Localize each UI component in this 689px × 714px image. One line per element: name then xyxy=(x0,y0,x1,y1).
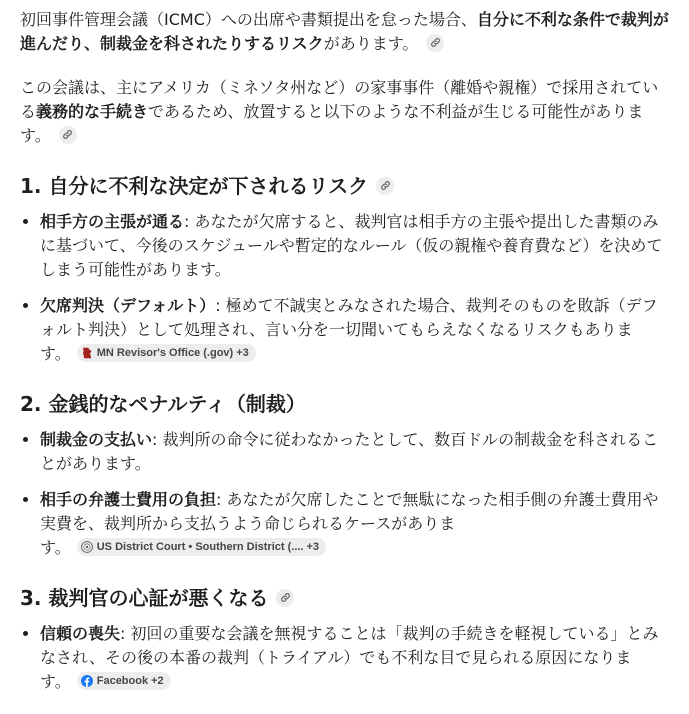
bullet-list xyxy=(20,622,669,694)
list-item xyxy=(40,622,669,694)
link-icon xyxy=(280,592,291,603)
section-heading-3 xyxy=(20,584,669,612)
source-chip-us-district-court[interactable] xyxy=(77,538,326,556)
section-heading-text: 2. 金銭的なペナルティ（制裁） xyxy=(20,392,306,416)
paragraph-text: がありま xyxy=(323,34,388,53)
list-item-term: 相手の弁護士費用の負担 xyxy=(40,490,217,509)
source-chip-mn-revisor[interactable] xyxy=(77,344,256,362)
list-item-text: : 裁判所の命令に従わなかったとして、数百ドルの制裁金を科されることがあります。 xyxy=(40,430,659,473)
section-heading-1 xyxy=(20,172,669,200)
link-icon xyxy=(62,129,73,140)
source-chip-label: MN Revisor's Office (.gov) xyxy=(96,346,234,359)
paragraph-emphasis: 自分に不利な条件で裁判が進んだり、制裁金を科されたりするリスク xyxy=(20,10,669,53)
paragraph-text: この会議は、主にアメリカ（ミネソタ州など）の家事事件（離婚や親権）で採用されている xyxy=(20,78,659,121)
section-heading-2 xyxy=(20,390,669,418)
source-chip-count: +2 xyxy=(151,674,164,687)
list-item-term: 相手方の主張が通る xyxy=(40,212,185,231)
mn-revisor-favicon-icon xyxy=(81,347,93,359)
source-link-button[interactable] xyxy=(59,126,77,144)
link-icon xyxy=(380,180,391,191)
list-item-tail: す。 xyxy=(40,672,71,691)
bullet-list xyxy=(20,428,669,560)
paragraph-emphasis: 義務的な手続き xyxy=(36,102,149,121)
source-link-button[interactable] xyxy=(376,177,394,195)
source-chip-label: Facebook xyxy=(96,674,149,687)
section-heading-text: 1. 自分に不利な決定が下されるリスク xyxy=(20,174,369,198)
citation-group xyxy=(40,672,171,691)
list-item-term: 欠席判決（デフォルト） xyxy=(40,296,216,315)
source-chip-label: US District Court • Southern District (.... xyxy=(96,540,304,553)
list-item-term: 信頼の喪失 xyxy=(40,624,121,643)
court-seal-icon xyxy=(81,541,93,553)
source-chip-count: +3 xyxy=(306,540,320,553)
list-item xyxy=(40,294,669,366)
paragraph-tail: す。 xyxy=(387,34,419,53)
section-heading-text: 3. 裁判官の心証が悪くなる xyxy=(20,586,269,610)
paragraph-text: であるため、放置すると以下のような不利益が生じる可能性がありま xyxy=(148,102,644,121)
list-item-text: : あなたが欠席したことで無駄になった相手側の弁護士費用や実費を、裁判所から支払うよう命じられるケースがありま xyxy=(40,490,659,533)
list-item xyxy=(40,428,669,476)
source-chip-facebook[interactable] xyxy=(77,672,171,690)
list-item-text: : 初回の重要な会議を無視することは「裁判の手続きを軽視している」とみなされ、その後の本番の裁判（トライアル）でも不利な目で見られる原因になりま xyxy=(40,624,659,667)
list-item-text: : 極めて不誠実とみなされた場合、裁判そのものを敗訴（デフォルト判決）として処理され、言い分を一切聞いてもらえなくなるリスクもありま xyxy=(40,296,658,339)
paragraph-tail: す。 xyxy=(20,126,51,145)
citation-group xyxy=(40,344,256,363)
list-item-tail: す。 xyxy=(40,538,71,557)
source-link-button[interactable] xyxy=(426,34,444,52)
list-item-text: : あなたが欠席すると、裁判官は相手方の主張や提出した書類のみに基づいて、今後のスケジュールや暫定的なルール（仮の親権や養育費など）を決めてしまう可能性があります。 xyxy=(40,212,663,279)
citation-group xyxy=(20,126,77,145)
citation-group xyxy=(388,34,445,53)
facebook-icon xyxy=(81,675,93,687)
list-item-term: 制裁金の支払い xyxy=(40,430,153,449)
context-paragraph xyxy=(20,76,669,148)
list-item-tail: す。 xyxy=(40,344,71,363)
paragraph-text: 初回事件管理会議（ICMC）への出席や書類提出を怠った場合、 xyxy=(20,10,477,29)
source-link-button[interactable] xyxy=(276,589,294,607)
intro-paragraph xyxy=(20,8,669,56)
citation-group xyxy=(40,538,326,557)
list-item xyxy=(40,210,669,282)
bullet-list xyxy=(20,210,669,366)
source-chip-count: +3 xyxy=(236,346,249,359)
list-item xyxy=(40,488,669,560)
link-icon xyxy=(430,37,441,48)
